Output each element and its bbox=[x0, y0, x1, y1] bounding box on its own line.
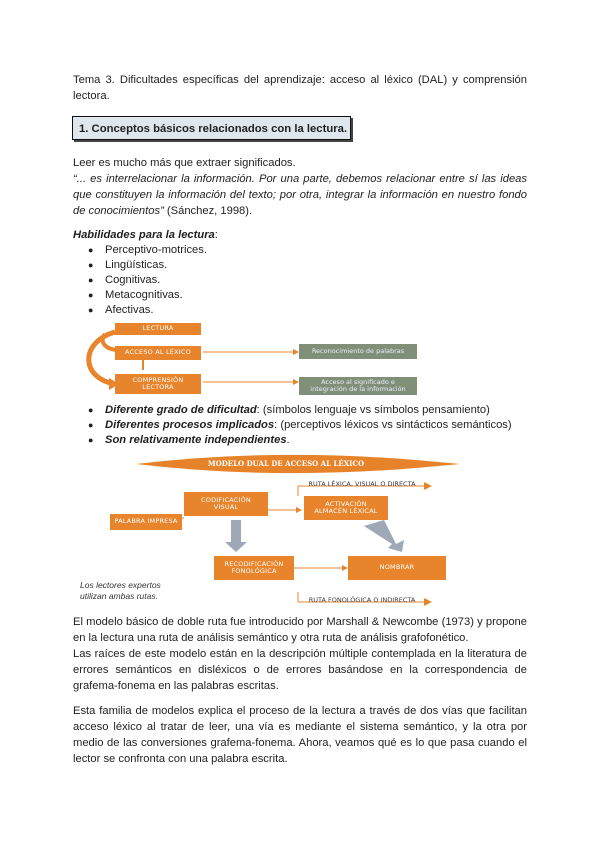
traits-list bbox=[88, 403, 512, 448]
box-reconocimiento: Reconocimiento de palabras bbox=[299, 344, 417, 359]
trait-bold: Diferentes procesos implicados bbox=[105, 419, 275, 431]
down-arrow-head bbox=[225, 542, 247, 552]
box-comprension: COMPRENSIÓN LECTORA bbox=[115, 374, 201, 394]
bullet-icon: ● bbox=[88, 290, 94, 300]
skills-label: Habilidades para la lectura bbox=[73, 229, 215, 241]
document-title bbox=[73, 72, 527, 104]
title-line-1: Tema 3. Dificultades específicas del aprendizaje: acceso al léxico (DAL) y comprensión bbox=[73, 74, 527, 86]
banner-title: MODELO DUAL DE ACCESO AL LÉXICO bbox=[207, 459, 365, 468]
bullet-icon: ● bbox=[88, 260, 94, 270]
box-significado: Acceso al significado e integración de la información bbox=[299, 377, 417, 395]
note-line-2: utilizan ambas rutas. bbox=[80, 591, 158, 601]
bullet-icon: ● bbox=[88, 405, 94, 415]
title-line-2: lectora. bbox=[73, 90, 110, 102]
intro-block bbox=[73, 155, 527, 219]
skills-list bbox=[88, 243, 207, 318]
skill-label: Lingüísticas. bbox=[105, 259, 168, 271]
skills-heading bbox=[73, 228, 218, 243]
skill-item bbox=[88, 273, 207, 288]
bullet-icon: ● bbox=[88, 420, 94, 430]
skill-label: Afectivas. bbox=[105, 304, 154, 316]
trait-item bbox=[88, 403, 512, 418]
box-acceso-lexico: ACCESO AL LÉXICO bbox=[115, 346, 201, 360]
trait-bold: Son relativamente independientes bbox=[105, 434, 287, 446]
paragraph-1: El modelo básico de doble ruta fue introducido por Marshall & Newcombe (1973) y propone en la lectura una ruta de análisis semántico y otra ruta de análisis grafofonético. bbox=[73, 616, 527, 644]
box-nombrar: NOMBRAR bbox=[348, 556, 446, 580]
skill-item bbox=[88, 303, 207, 318]
bullet-icon: ● bbox=[88, 305, 94, 315]
quote-text: “... es interrelacionar la información. Por una parte, debemos relacionar entre sí las ideas que constituyen la información del texto; por otra, integrar la información en nuestro fondo de conocimientos” bbox=[73, 173, 527, 217]
intro-text: Leer es mucho más que extraer significados. bbox=[73, 157, 296, 169]
box-activacion: ACTIVACIÓN ALMACÉN LÉXICAL bbox=[304, 496, 388, 520]
reading-diagram bbox=[75, 320, 435, 400]
trait-item bbox=[88, 433, 512, 448]
trait-item bbox=[88, 418, 512, 433]
skill-item bbox=[88, 243, 207, 258]
note-line-1: Los lectores expertos bbox=[80, 580, 161, 590]
skills-colon: : bbox=[214, 229, 218, 241]
box-codificacion-visual: CODIFICACIÓN VISUAL bbox=[184, 492, 268, 516]
quote-citation: (Sánchez, 1998). bbox=[163, 205, 253, 217]
label-ruta-lexica: RUTA LÉXICA, VISUAL O DIRECTA bbox=[308, 480, 416, 488]
down-arrow-shaft bbox=[231, 520, 241, 542]
dual-route-diagram bbox=[80, 452, 462, 610]
quote-block bbox=[73, 171, 527, 219]
bullet-icon: ● bbox=[88, 245, 94, 255]
box-lectura: LECTURA bbox=[115, 323, 201, 335]
section-heading: 1. Conceptos básicos relacionados con la lectura. bbox=[72, 116, 351, 140]
skill-item bbox=[88, 258, 207, 273]
paragraph-3: Esta familia de modelos explica el proceso de la lectura a través de dos vías que facilitan acceso léxico al tratar de leer, una vía es mediante el sistema semántico, y la otra por medio de las conversiones grafema-fonema. Ahora, veamos qué es lo que pasa cuando el lector se confronta con una palabra escrita. bbox=[73, 705, 527, 765]
skill-label: Perceptivo-motrices. bbox=[105, 244, 207, 256]
box-recodificacion: RECODIFICACIÓN FONOLÓGICA bbox=[214, 556, 294, 580]
skill-label: Cognitivas. bbox=[105, 274, 161, 286]
trait-rest: : (perceptivos léxicos vs sintácticos semánticos) bbox=[274, 419, 512, 431]
trait-rest: : (símbolos lenguaje vs símbolos pensamiento) bbox=[256, 404, 490, 416]
arrowhead-activation bbox=[296, 507, 302, 513]
trait-bold: Diferente grado de dificultad bbox=[105, 404, 257, 416]
bullet-icon: ● bbox=[88, 275, 94, 285]
skill-item bbox=[88, 288, 207, 303]
label-ruta-fonologica: RUTA FONOLÓGICA O INDIRECTA bbox=[308, 596, 416, 604]
skill-label: Metacognitivas. bbox=[105, 289, 183, 301]
bullet-icon: ● bbox=[88, 435, 94, 445]
paragraph-2: Las raíces de este modelo están en la descripción múltiple contemplada en la literatura de errores semánticos en disléxicos o de errores basándose en la correspondencia de grafema-fonema en las palabras escritas. bbox=[73, 648, 527, 692]
box-palabra-impresa: PALABRA IMPRESA bbox=[110, 514, 182, 530]
trait-rest: . bbox=[286, 434, 290, 446]
diagonal-arrow bbox=[364, 520, 404, 552]
experts-note bbox=[80, 580, 161, 602]
